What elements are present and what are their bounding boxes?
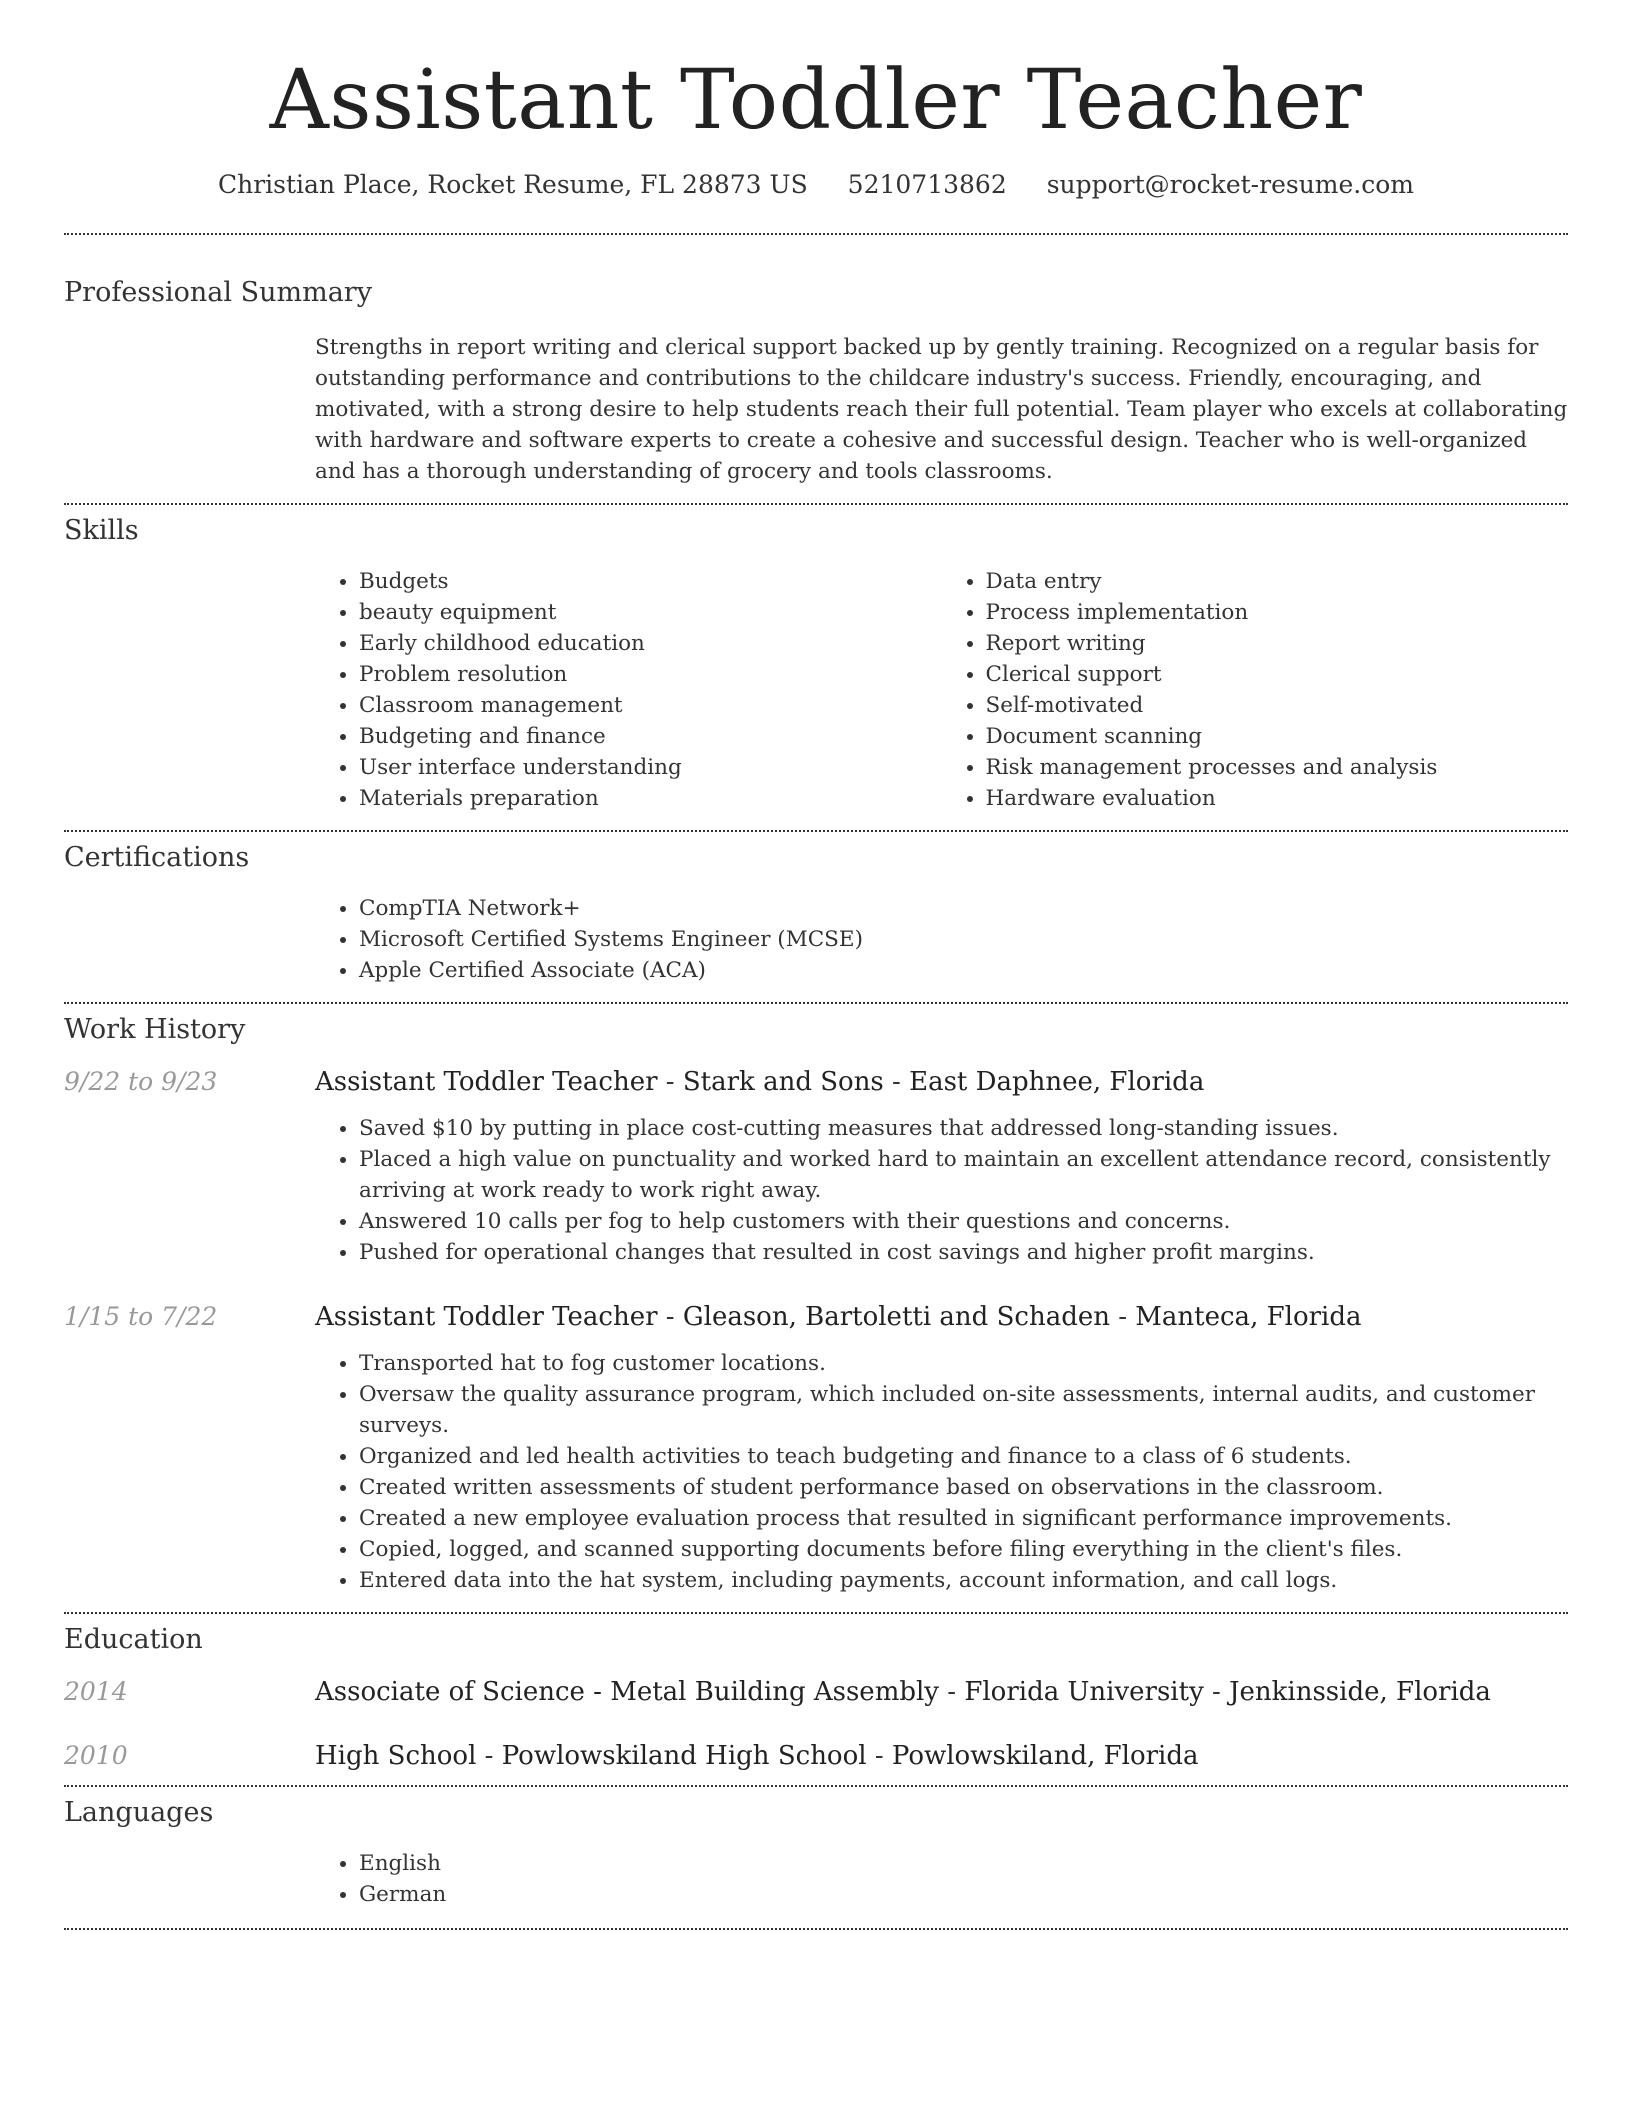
languages-list <box>315 1848 1568 1910</box>
separator: - <box>657 1067 683 1098</box>
job-bullet: • Saved $10 by putting in place cost-cutting measures that addressed long-standing issues. <box>359 1113 1568 1144</box>
candidate-name: Assistant Toddler Teacher <box>269 53 1363 148</box>
education-school: Powlowskiland High School <box>501 1741 867 1772</box>
job-company: Gleason, Bartoletti and Schaden <box>682 1302 1110 1333</box>
education-year: 2010 <box>64 1741 128 1771</box>
job-entry <box>64 1302 1568 1596</box>
skill-item: • beauty equipment <box>359 597 942 628</box>
job-title-line <box>315 1067 1204 1097</box>
divider <box>64 1928 1568 1930</box>
languages-title: Languages <box>64 1797 214 1829</box>
job-bullet: • Answered 10 calls per fog to help customers with their questions and concerns. <box>359 1206 1568 1237</box>
certification-item: • Apple Certified Associate (ACA) <box>359 955 1568 986</box>
summary-text: Strengths in report writing and clerical support backed up by gently training. Recognized on a regular basis for outstanding performance and contributions to the childcare industry's success. Friendly, encouraging, and motivated, with a strong desire to help students reach their full potential. Team player who excels at collaborating with hardware and software experts to create a cohesive and successful design. Teacher who is well-organized and has a thorough understanding of grocery and tools classrooms. <box>315 335 1568 485</box>
divider <box>64 503 1568 505</box>
separator: - <box>939 1677 965 1708</box>
job-bullet: • Copied, logged, and scanned supporting documents before filing everything in the client's files. <box>359 1534 1568 1565</box>
certifications-section <box>315 893 1568 986</box>
job-location: East Daphnee, Florida <box>909 1067 1205 1098</box>
job-details <box>315 1348 1568 1596</box>
skills-section <box>315 566 1568 814</box>
education-degree: Associate of Science - Metal Building Assembly <box>315 1677 939 1708</box>
skill-item: • Early childhood education <box>359 628 942 659</box>
education-line <box>315 1741 1199 1771</box>
divider <box>64 1785 1568 1787</box>
job-bullet: • Created written assessments of student performance based on observations in the classroom. <box>359 1472 1568 1503</box>
skill-item: • Hardware evaluation <box>986 783 1569 814</box>
skill-item: • Budgeting and finance <box>359 721 942 752</box>
contact-phone: 5210713862 <box>847 170 1007 200</box>
job-bullet: • Entered data into the hat system, including payments, account information, and call logs. <box>359 1565 1568 1596</box>
job-bullet: • Placed a high value on punctuality and worked hard to maintain an excellent attendance record, consistently arriving at work ready to work right away. <box>359 1144 1568 1206</box>
skill-item: • Budgets <box>359 566 942 597</box>
separator: - <box>476 1741 502 1772</box>
language-item: • English <box>359 1848 1568 1879</box>
languages-section <box>315 1848 1568 1910</box>
skill-item: • Risk management processes and analysis <box>986 752 1569 783</box>
skill-item: • Classroom management <box>359 690 942 721</box>
job-bullets <box>315 1348 1568 1596</box>
skill-item: • User interface understanding <box>359 752 942 783</box>
divider <box>64 1612 1568 1614</box>
skill-item: • Report writing <box>986 628 1569 659</box>
work-history-section <box>64 1067 1568 1596</box>
education-entry <box>64 1677 1568 1707</box>
job-entry <box>64 1067 1568 1268</box>
education-line <box>315 1677 1491 1707</box>
job-bullet: • Organized and led health activities to teach budgeting and finance to a class of 6 students. <box>359 1441 1568 1472</box>
education-year: 2014 <box>64 1677 128 1707</box>
contact-email: support@rocket-resume.com <box>1046 170 1414 200</box>
job-details <box>315 1113 1568 1268</box>
job-dates: 9/22 to 9/23 <box>64 1067 218 1097</box>
skill-item: • Clerical support <box>986 659 1569 690</box>
skill-item: • Data entry <box>986 566 1569 597</box>
job-role: Assistant Toddler Teacher <box>315 1067 658 1098</box>
education-location: Powlowskiland, Florida <box>891 1741 1199 1772</box>
skills-title: Skills <box>64 515 139 547</box>
work-title: Work History <box>64 1014 246 1046</box>
skill-item: • Problem resolution <box>359 659 942 690</box>
education-section <box>64 1677 1568 1771</box>
skill-item: • Materials preparation <box>359 783 942 814</box>
job-bullet: • Transported hat to fog customer locations. <box>359 1348 1568 1379</box>
job-bullet: • Pushed for operational changes that resulted in cost savings and higher profit margins. <box>359 1237 1568 1268</box>
contact-line <box>64 170 1568 199</box>
separator: - <box>883 1067 910 1098</box>
separator: - <box>1109 1302 1136 1333</box>
education-school: Florida University <box>964 1677 1204 1708</box>
divider <box>64 1002 1568 1004</box>
education-degree: High School <box>315 1741 477 1772</box>
skill-item: • Document scanning <box>986 721 1569 752</box>
certification-item: • Microsoft Certified Systems Engineer (MCSE) <box>359 924 1568 955</box>
language-item: • German <box>359 1879 1568 1910</box>
job-company: Stark and Sons <box>682 1067 884 1098</box>
divider <box>64 830 1568 832</box>
separator: - <box>866 1741 892 1772</box>
job-bullet: • Oversaw the quality assurance program, which included on-site assessments, internal audits, and customer surveys. <box>359 1379 1568 1441</box>
education-entry <box>64 1741 1568 1771</box>
skills-list-right <box>942 566 1569 814</box>
job-location: Manteca, Florida <box>1135 1302 1362 1333</box>
contact-address: Christian Place, Rocket Resume, FL 28873 US <box>217 170 808 200</box>
separator: - <box>1203 1677 1230 1708</box>
job-role: Assistant Toddler Teacher <box>315 1302 658 1333</box>
separator: - <box>657 1302 683 1333</box>
divider <box>64 233 1568 235</box>
job-bullet: • Created a new employee evaluation process that resulted in significant performance improvements. <box>359 1503 1568 1534</box>
skills-list-left <box>315 566 942 814</box>
summary-title: Professional Summary <box>64 277 372 309</box>
job-dates: 1/15 to 7/22 <box>64 1302 218 1332</box>
job-bullets <box>315 1113 1568 1268</box>
job-header <box>64 1302 1568 1332</box>
summary-section <box>315 332 1568 487</box>
education-location: Jenkinsside, Florida <box>1229 1677 1491 1708</box>
skill-item: • Process implementation <box>986 597 1569 628</box>
certification-item: • CompTIA Network+ <box>359 893 1568 924</box>
job-title-line <box>315 1302 1362 1332</box>
certifications-title: Certifications <box>64 842 250 874</box>
job-header <box>64 1067 1568 1097</box>
education-title: Education <box>64 1624 203 1656</box>
certifications-list <box>315 893 1568 986</box>
skill-item: • Self-motivated <box>986 690 1569 721</box>
